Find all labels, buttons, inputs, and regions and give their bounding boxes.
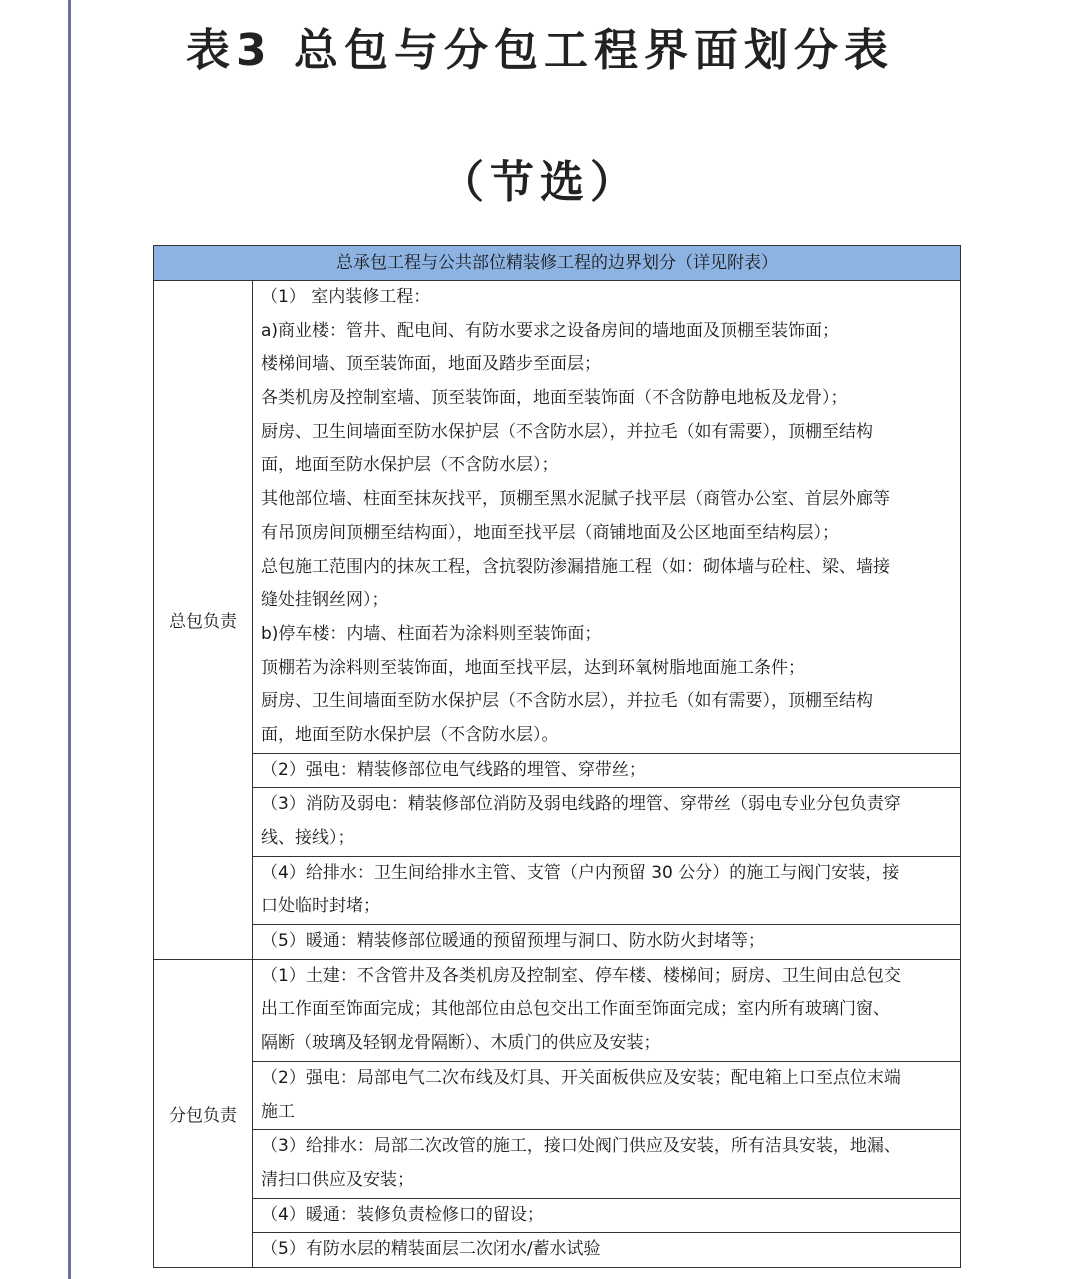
section-label: 分包负责 <box>154 959 253 1267</box>
responsibility-text-line: （1）土建：不含管井及各类机房及控制室、停车楼、楼梯间；厨房、卫生间由总包交 <box>261 965 901 986</box>
responsibility-text-line: 隔断（玻璃及轻钢龙骨隔断）、木质门的供应及安装； <box>261 1033 661 1054</box>
responsibility-text-line: a)商业楼：管井、配电间、有防水要求之设备房间的墙地面及顶棚至装饰面； <box>261 320 840 341</box>
responsibility-cell <box>253 1198 961 1233</box>
table-row <box>154 959 961 1061</box>
table-row <box>154 1130 961 1198</box>
responsibility-cell <box>253 1130 961 1198</box>
responsibility-text-line: （4）给排水：卫生间给排水主管、支管（户内预留 30 公分）的施工与阀门安装，接 <box>261 862 900 883</box>
section-label: 总包负责 <box>154 281 253 960</box>
responsibility-cell <box>253 281 961 754</box>
responsibility-text-line: （5）暖通：精装修部位暖通的预留预埋与洞口、防水防火封堵等； <box>261 931 765 952</box>
responsibility-text-line: （2）强电：精装修部位电气线路的埋管、穿带丝； <box>261 759 646 780</box>
responsibility-text-line: 口处临时封堵； <box>261 896 380 917</box>
responsibility-cell <box>253 925 961 960</box>
responsibility-text-line: 顶棚若为涂料则至装饰面，地面至找平层，达到环氧树脂地面施工条件； <box>261 657 805 678</box>
responsibility-text-line: 施工 <box>261 1101 295 1122</box>
interface-division-table <box>153 245 961 1268</box>
responsibility-cell <box>253 959 961 1061</box>
responsibility-text-line: （4）暖通：装修负责检修口的留设； <box>261 1204 544 1225</box>
page-subtitle: （节选） <box>440 157 640 208</box>
responsibility-cell <box>253 1233 961 1268</box>
responsibility-text-line: 其他部位墙、柱面至抹灰找平，顶棚至黑水泥腻子找平层（商管办公室、首层外廊等 <box>261 489 890 510</box>
responsibility-text-line: （2）强电：局部电气二次布线及灯具、开关面板供应及安装；配电箱上口至点位末端 <box>261 1067 901 1088</box>
responsibility-text-line: 出工作面至饰面完成；其他部位由总包交出工作面至饰面完成；室内所有玻璃门窗、 <box>261 999 890 1020</box>
responsibility-text-line: （3）给排水：局部二次改管的施工，接口处阀门供应及安装，所有洁具安装，地漏、 <box>261 1136 901 1157</box>
table-row <box>154 788 961 856</box>
table-row <box>154 856 961 924</box>
responsibility-text-line: （3）消防及弱电：精装修部位消防及弱电线路的埋管、穿带丝（弱电专业分包负责穿 <box>261 794 901 815</box>
responsibility-cell <box>253 1061 961 1129</box>
responsibility-text-line: （1） 室内装修工程： <box>261 287 431 307</box>
responsibility-text-line: 厨房、卫生间墙面至防水保护层（不含防水层），并拉毛（如有需要），顶棚至结构 <box>261 691 873 712</box>
responsibility-cell <box>253 753 961 788</box>
table-header: 总承包工程与公共部位精装修工程的边界划分（详见附表） <box>154 246 961 281</box>
table-row <box>154 1198 961 1233</box>
table-row <box>154 753 961 788</box>
responsibility-text-line: 厨房、卫生间墙面至防水保护层（不含防水层），并拉毛（如有需要），顶棚至结构 <box>261 421 873 442</box>
responsibility-text-line: 总包施工范围内的抹灰工程，含抗裂防渗漏措施工程（如：砌体墙与砼柱、梁、墙接 <box>261 556 890 577</box>
table-row <box>154 1061 961 1129</box>
responsibility-cell <box>253 856 961 924</box>
responsibility-text-line: 缝处挂钢丝网）； <box>261 590 389 611</box>
responsibility-cell <box>253 788 961 856</box>
responsibility-text-line: b)停车楼：内墙、柱面若为涂料则至装饰面； <box>261 623 602 644</box>
responsibility-text-line: 线、接线）； <box>261 828 355 848</box>
responsibility-text-line: 各类机房及控制室墙、顶至装饰面，地面至装饰面（不含防静电地板及龙骨）； <box>261 388 848 409</box>
table-header-row <box>154 246 961 281</box>
responsibility-text-line: 面，地面至防水保护层（不含防水层）。 <box>261 724 559 745</box>
page-title: 表3 总包与分包工程界面划分表 <box>186 25 894 76</box>
responsibility-text-line: 清扫口供应及安装； <box>261 1169 414 1190</box>
table-row <box>154 1233 961 1268</box>
responsibility-text-line: 楼梯间墙、顶至装饰面，地面及踏步至面层； <box>261 354 601 375</box>
table-row <box>154 925 961 960</box>
table-row <box>154 281 961 754</box>
responsibility-text-line: （5）有防水层的精装面层二次闭水/蓄水试验 <box>261 1239 601 1260</box>
responsibility-text-line: 面，地面至防水保护层（不含防水层）； <box>261 455 559 476</box>
responsibility-text-line: 有吊顶房间顶棚至结构面），地面至找平层（商铺地面及公区地面至结构层）； <box>261 522 839 543</box>
